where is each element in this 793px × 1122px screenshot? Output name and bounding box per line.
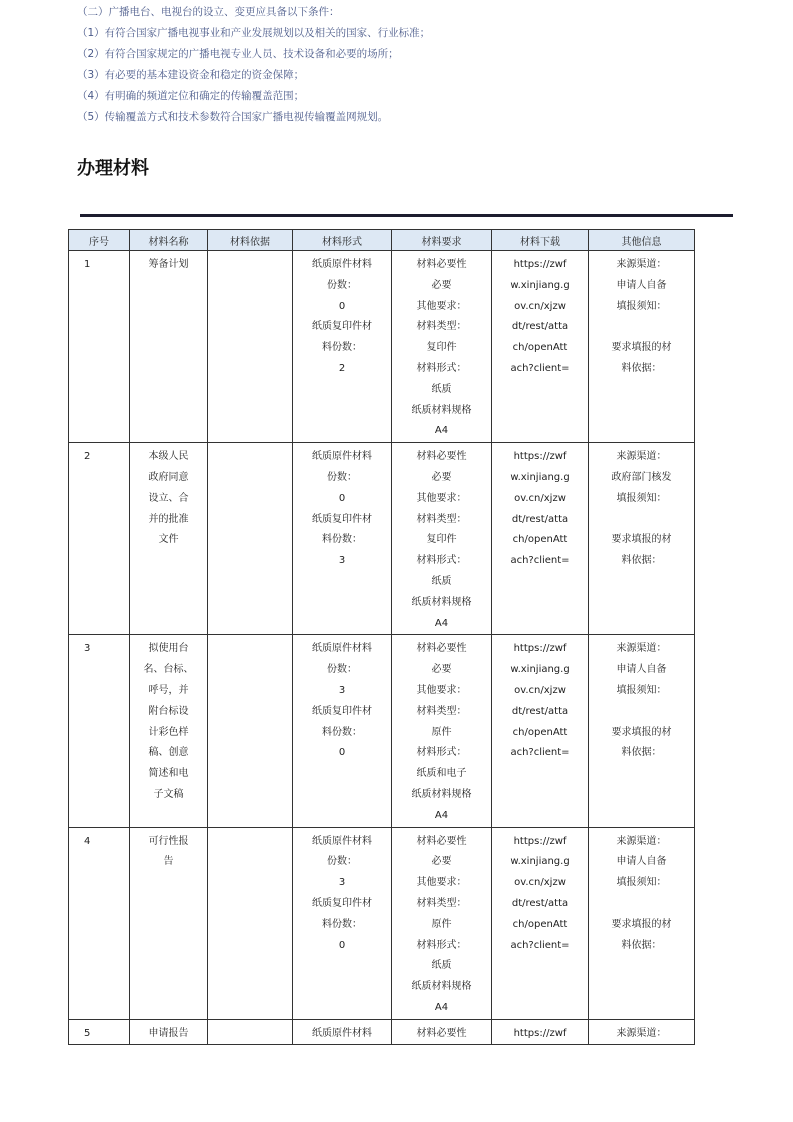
other-info-cell [589,827,695,1019]
other-info-cell [589,251,695,443]
other-info-line: 料依据： [621,555,662,567]
material-requirements-line: 材料必要性 [416,259,467,270]
material-name-line: 并的批准 [148,513,189,525]
material-requirements-line: 材料必要性 [416,835,467,847]
material-download-line: dt/rest/atta [511,321,569,333]
material-form-line: 份数： [327,279,357,291]
material-form-cell [293,1019,392,1045]
material-requirements-cell [392,1019,492,1045]
material-requirements-line: 原件 [431,918,452,930]
material-download-line: https://zwf [513,643,567,655]
other-info-line: 料依据： [621,747,662,759]
material-download-line: https://zwf [513,1027,567,1039]
material-download-line: w.xinjiang.g [510,856,570,868]
material-form-line: 料份数： [322,726,362,738]
material-download-line: ov.cn/xjzw [514,300,566,312]
other-info-line: 要求填报的材 [611,534,672,546]
material-requirements-line: 必要 [431,856,452,868]
material-download-line: ch/openAtt [512,342,568,354]
material-form-line: 纸质原件材料 [312,259,372,270]
conditions-list [77,4,757,130]
other-info-line: 申请人自备 [616,664,667,676]
material-requirements-line: 原件 [431,726,452,738]
material-form-line: 纸质原件材料 [312,1027,372,1039]
material-download-line: ov.cn/xjzw [514,877,566,889]
row-index-cell: 3 [69,635,130,827]
other-info-line: 政府部门核发 [611,471,672,483]
table-row [69,827,695,1019]
material-basis-cell [208,251,293,443]
material-basis-cell [208,1019,293,1045]
other-info-line [592,894,691,915]
material-form-line: 0 [338,939,346,951]
row-index-cell: 4 [69,827,130,1019]
material-requirements-line: 必要 [431,664,452,676]
material-form-cell [293,443,392,635]
material-name-cell [130,635,208,827]
section-divider [80,214,733,217]
material-requirements-cell [392,443,492,635]
material-download-cell [492,635,589,827]
material-basis-cell [208,827,293,1019]
material-requirements-line: A4 [434,809,449,821]
material-download-cell [492,251,589,443]
material-name-line: 子文稿 [153,788,184,800]
condition-line: （1）有符合国家广播电视事业和产业发展规划以及相关的国家、行业标准； [77,27,431,39]
other-info-line: 来源渠道： [616,643,667,655]
material-requirements-line: 纸质材料规格 [411,788,472,800]
other-info-line: 填报须知： [616,300,667,312]
material-name-cell [130,1019,208,1045]
other-info-line [592,702,691,723]
material-form-line: 2 [338,362,346,374]
material-form-line: 份数： [327,856,357,868]
material-requirements-line: 材料类型： [416,897,467,909]
table-header-row [69,230,695,251]
material-download-line: w.xinjiang.g [510,471,570,483]
other-info-line: 来源渠道： [616,1027,667,1039]
material-name-line: 政府同意 [148,471,189,483]
material-download-line: ch/openAtt [512,726,568,738]
material-requirements-line: 必要 [431,279,452,291]
other-info-line [592,510,691,531]
material-requirements-line: A4 [434,425,449,437]
material-download-line: ach?client= [510,939,570,951]
material-form-cell [293,635,392,827]
other-info-line: 来源渠道： [616,835,667,847]
section-title: 办理材料 [77,158,149,179]
other-info-line: 要求填报的材 [611,918,672,930]
material-requirements-cell [392,827,492,1019]
material-download-cell [492,827,589,1019]
material-form-line: 纸质复印件材 [312,705,372,717]
material-requirements-line: 其他要求： [416,684,467,696]
material-form-line: 纸质原件材料 [312,643,372,655]
material-download-line: ach?client= [510,362,570,374]
material-requirements-line: 纸质 [431,383,452,395]
material-form-line: 份数： [327,664,357,676]
other-info-line: 料依据： [621,939,662,951]
material-name-line: 计彩色样 [148,726,189,738]
material-requirements-line: 纸质 [431,575,452,587]
header-basis: 材料依据 [208,230,293,251]
other-info-line: 填报须知： [616,877,667,889]
material-form-line: 份数： [327,471,357,483]
material-form-cell [293,251,392,443]
other-info-line: 料依据： [621,362,662,374]
material-name-cell [130,827,208,1019]
other-info-cell [589,443,695,635]
material-requirements-line: 材料类型： [416,705,467,717]
other-info-line: 填报须知： [616,684,667,696]
material-form-line: 纸质原件材料 [312,835,372,847]
material-name-line: 呼号，并 [148,684,189,696]
material-form-line: 料份数： [322,342,362,354]
header-form: 材料形式 [293,230,392,251]
material-requirements-line: 其他要求： [416,300,467,312]
material-requirements-line: 材料形式： [416,362,467,374]
row-index-cell: 2 [69,443,130,635]
other-info-line [592,317,691,338]
material-requirements-line: 纸质材料规格 [411,404,472,416]
material-requirements-line: 材料必要性 [416,1027,467,1039]
material-name-line: 申请报告 [148,1027,189,1039]
material-form-cell [293,827,392,1019]
material-form-line: 纸质复印件材 [312,897,372,909]
other-info-line: 来源渠道： [616,259,667,270]
condition-line: （5）传输覆盖方式和技术参数符合国家广播电视传输覆盖网规划。 [77,111,389,123]
material-name-line: 告 [163,856,174,868]
material-download-cell [492,443,589,635]
material-name-cell [130,443,208,635]
material-requirements-line: 纸质和电子 [416,768,467,780]
material-name-line: 本级人民 [148,451,189,463]
material-download-line: ov.cn/xjzw [514,492,566,504]
material-download-line: dt/rest/atta [511,897,569,909]
material-name-line: 设立、合 [148,492,189,504]
material-requirements-line: 材料必要性 [416,451,467,463]
material-download-line: ch/openAtt [512,534,568,546]
table-row [69,635,695,827]
material-download-line: ch/openAtt [512,918,568,930]
other-info-line: 要求填报的材 [611,342,672,354]
table-row [69,1019,695,1045]
material-download-line: https://zwf [513,259,567,270]
material-name-line: 可行性报 [148,835,189,847]
other-info-cell [589,1019,695,1045]
header-download: 材料下载 [492,230,589,251]
material-form-line: 纸质原件材料 [312,451,372,463]
material-form-line: 纸质复印件材 [312,513,372,525]
material-download-line: w.xinjiang.g [510,279,570,291]
material-requirements-line: 其他要求： [416,492,467,504]
material-requirements-line: 纸质材料规格 [411,596,472,608]
table-row [69,251,695,443]
material-download-line: dt/rest/atta [511,513,569,525]
row-index-cell: 5 [69,1019,130,1045]
material-name-line: 拟使用台 [148,643,189,655]
other-info-line: 填报须知： [616,492,667,504]
materials-table [68,229,695,1045]
material-download-line: w.xinjiang.g [510,664,570,676]
condition-line: （3）有必要的基本建设资金和稳定的资金保障； [77,69,305,81]
header-name: 材料名称 [130,230,208,251]
other-info-line: 申请人自备 [616,856,667,868]
other-info-line: 来源渠道： [616,451,667,463]
material-form-line: 0 [338,747,346,759]
material-requirements-line: 复印件 [426,342,457,354]
condition-line: （二）广播电台、电视台的设立、变更应具备以下条件： [77,6,340,18]
material-download-line: ach?client= [510,555,570,567]
material-name-line: 筹备计划 [148,259,189,270]
material-requirements-line: 材料形式： [416,747,467,759]
material-requirements-line: 材料形式： [416,555,467,567]
material-download-line: https://zwf [513,835,567,847]
material-requirements-line: 复印件 [426,534,457,546]
material-requirements-line: 其他要求： [416,877,467,889]
other-info-line: 要求填报的材 [611,726,672,738]
material-requirements-line: 必要 [431,471,452,483]
other-info-cell [589,635,695,827]
material-form-line: 3 [338,555,346,567]
material-requirements-line: 材料形式： [416,939,467,951]
material-requirements-line: A4 [434,617,449,629]
header-other-info: 其他信息 [589,230,695,251]
row-index-cell: 1 [69,251,130,443]
other-info-line: 申请人自备 [616,279,667,291]
material-download-cell [492,1019,589,1045]
material-name-line: 文件 [158,534,179,546]
material-form-line: 料份数： [322,918,362,930]
table-row [69,443,695,635]
condition-line: （4）有明确的频道定位和确定的传输覆盖范围； [77,90,305,102]
material-form-line: 0 [338,492,346,504]
material-download-line: ov.cn/xjzw [514,684,566,696]
condition-line: （2）有符合国家规定的广播电视专业人员、技术设备和必要的场所； [77,48,399,60]
material-form-line: 纸质复印件材 [312,321,372,333]
material-form-line: 0 [338,300,346,312]
material-name-line: 附台标设 [148,705,189,717]
material-name-cell [130,251,208,443]
material-download-line: https://zwf [513,451,567,463]
material-basis-cell [208,635,293,827]
material-requirements-line: 材料必要性 [416,643,467,655]
material-requirements-line: A4 [434,1001,449,1013]
material-form-line: 3 [338,684,346,696]
material-name-line: 稿、创意 [148,747,189,759]
material-requirements-line: 纸质 [431,960,452,972]
header-requirements: 材料要求 [392,230,492,251]
material-name-line: 简述和电 [148,768,189,780]
material-form-line: 3 [338,877,346,889]
material-download-line: dt/rest/atta [511,705,569,717]
material-requirements-line: 纸质材料规格 [411,981,472,993]
material-requirements-cell [392,635,492,827]
material-requirements-line: 材料类型： [416,513,467,525]
material-basis-cell [208,443,293,635]
material-form-line: 料份数： [322,534,362,546]
header-index: 序号 [69,230,130,251]
material-requirements-cell [392,251,492,443]
material-name-line: 名、台标、 [143,664,194,676]
material-download-line: ach?client= [510,747,570,759]
material-requirements-line: 材料类型： [416,321,467,333]
